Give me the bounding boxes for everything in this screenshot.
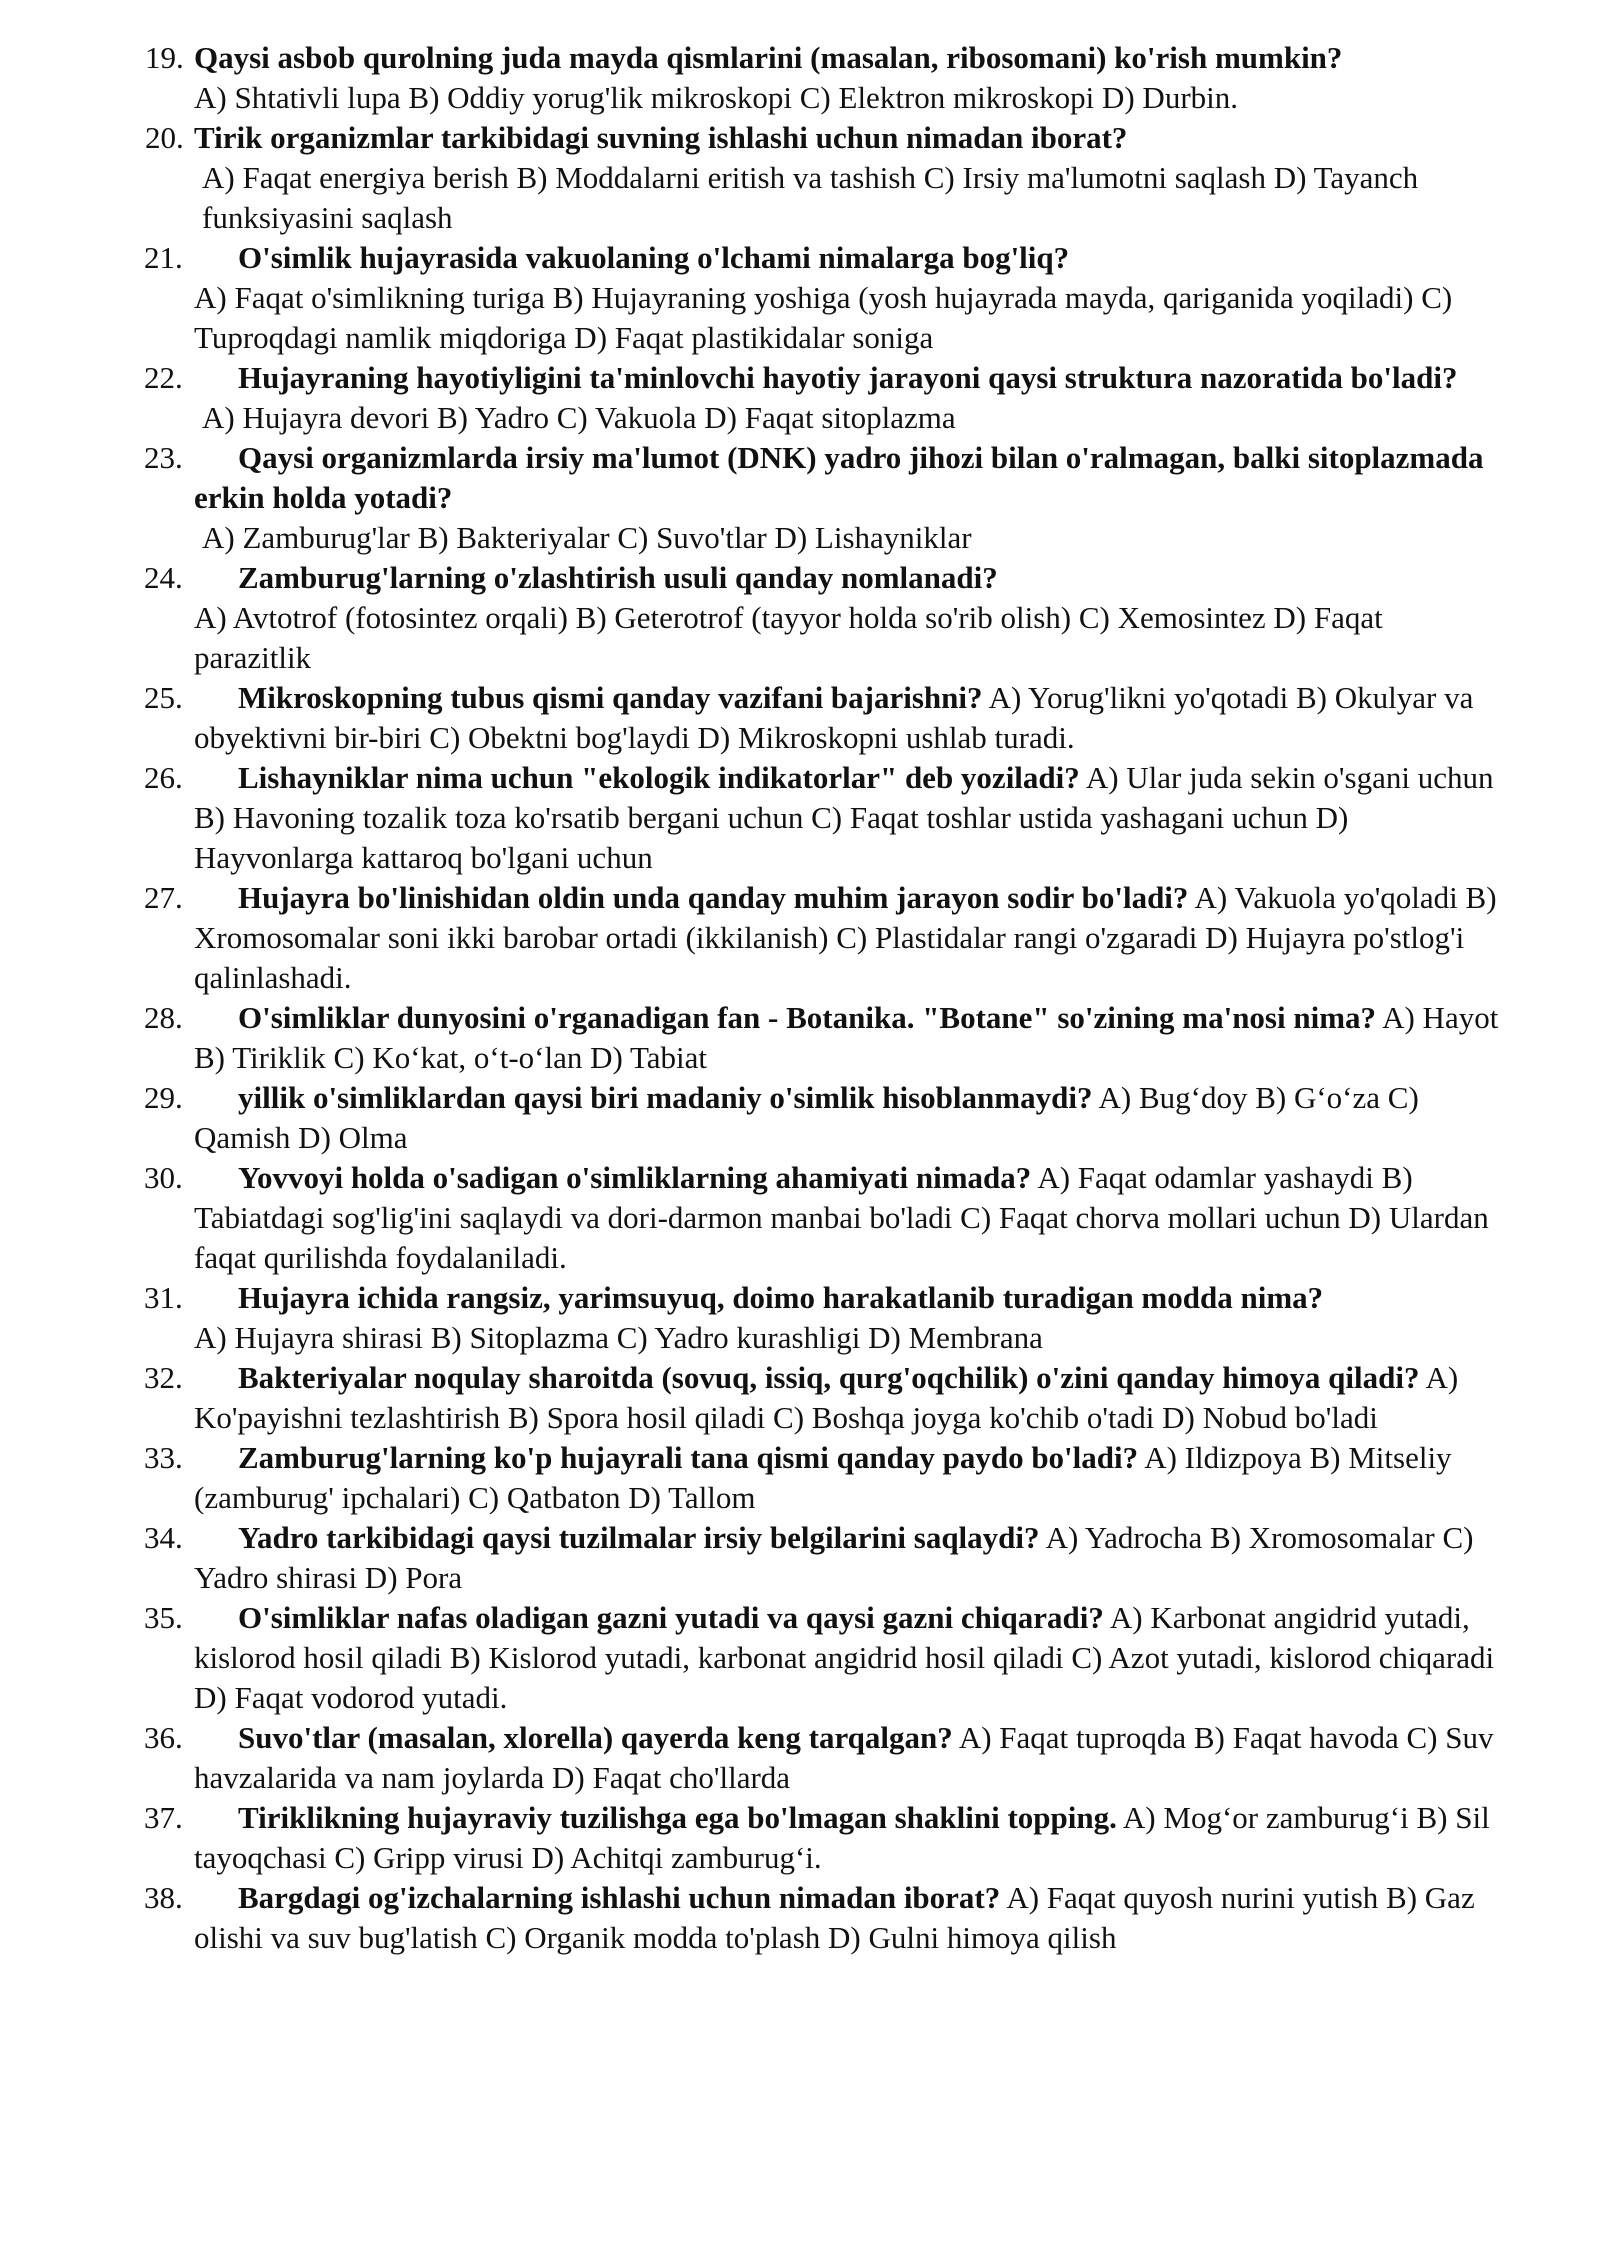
answer-options: A) Hujayra shirasi B) Sitoplazma C) Yadro kurashligi D) Membrana xyxy=(194,1320,1043,1355)
question-34 xyxy=(0,1518,1500,1598)
question-number: 20. xyxy=(145,120,184,155)
question-25 xyxy=(0,678,1500,758)
answer-options: A) Faqat o'simlikning turiga B) Hujayraning yoshiga (yosh hujayrada mayda, qariganida yoqiladi) C) Tuproqdagi namlik miqdoriga D) Faqat plastikidalar soniga xyxy=(194,280,1453,355)
question-27 xyxy=(0,878,1500,998)
question-31 xyxy=(0,1278,1500,1358)
question-text: Yadro tarkibidagi qaysi tuzilmalar irsiy belgilarini saqlaydi? xyxy=(238,1520,1040,1555)
question-text: Suvo'tlar (masalan, xlorella) qayerda keng tarqalgan? xyxy=(238,1720,953,1755)
answer-options: A) Yorug'likni yo'qotadi B) Okulyar va obyektivni bir-biri C) Obektni bog'laydi D) Mikroskopni ushlab turadi. xyxy=(194,680,1474,755)
question-number: 36. xyxy=(144,1720,183,1755)
question-number: 26. xyxy=(144,760,183,795)
answer-options: A) Faqat energiya berish B) Moddalarni eritish va tashish C) Irsiy ma'lumotni saqlash D) Tayanch funksiyasini saqlash xyxy=(202,160,1419,235)
answer-options: A) Ko'payishni tezlashtirish B) Spora hosil qiladi C) Boshqa joyga ko'chib o'tadi D) Nobud bo'ladi xyxy=(194,1360,1459,1435)
question-text: Qaysi organizmlarda irsiy ma'lumot (DNK) yadro jihozi bilan o'ralmagan, balki sitoplazmada erkin holda yotadi? xyxy=(194,440,1484,515)
question-number: 19. xyxy=(145,40,184,75)
question-text: Hujayra bo'linishidan oldin unda qanday muhim jarayon sodir bo'ladi? xyxy=(238,880,1189,915)
question-number: 29. xyxy=(144,1080,183,1115)
question-text: Yovvoyi holda o'sadigan o'simliklarning ahamiyati nimada? xyxy=(238,1160,1032,1195)
answer-options: A) Bug‘doy B) G‘o‘za C) Qamish D) Olma xyxy=(194,1080,1419,1155)
question-number: 30. xyxy=(144,1160,183,1195)
question-number: 38. xyxy=(144,1880,183,1915)
question-22 xyxy=(0,358,1500,438)
question-text: Zamburug'larning ko'p hujayrali tana qismi qanday paydo bo'ladi? xyxy=(238,1440,1139,1475)
question-number: 27. xyxy=(144,880,183,915)
question-38 xyxy=(0,1878,1500,1958)
answer-options: A) Hayot B) Tiriklik C) Ko‘kat, o‘t-o‘lan D) Tabiat xyxy=(194,1000,1499,1075)
question-text: Hujayra ichida rangsiz, yarimsuyuq, doimo harakatlanib turadigan modda nima? xyxy=(238,1280,1324,1315)
question-text: Bargdagi og'izchalarning ishlashi uchun nimadan iborat? xyxy=(238,1880,1001,1915)
question-number: 32. xyxy=(144,1360,183,1395)
question-number: 28. xyxy=(144,1000,183,1035)
question-number: 24. xyxy=(144,560,183,595)
question-number: 31. xyxy=(144,1280,183,1315)
question-text: Qaysi asbob qurolning juda mayda qismlarini (masalan, ribosomani) ko'rish mumkin? xyxy=(194,40,1343,75)
question-number: 33. xyxy=(144,1440,183,1475)
question-21 xyxy=(0,238,1500,358)
answer-options: A) Ular juda sekin o'sgani uchun B) Havoning tozalik toza ko'rsatib bergani uchun C) Faqat toshlar ustida yashagani uchun D) Hayvonlarga kattaroq bo'lgani uchun xyxy=(194,760,1494,875)
question-text: yillik o'simliklardan qaysi biri madaniy o'simlik hisoblanmaydi? xyxy=(238,1080,1093,1115)
answer-options: A) Shtativli lupa B) Oddiy yorug'lik mikroskopi C) Elektron mikroskopi D) Durbin. xyxy=(194,80,1239,115)
question-text: Lishayniklar nima uchun "ekologik indikatorlar" deb yoziladi? xyxy=(238,760,1080,795)
question-text: Bakteriyalar noqulay sharoitda (sovuq, issiq, qurg'oqchilik) o'zini qanday himoya qiladi? xyxy=(238,1360,1420,1395)
answer-options: A) Faqat tuproqda B) Faqat havoda C) Suv havzalarida va nam joylarda D) Faqat cho'llarda xyxy=(194,1720,1494,1795)
question-number: 37. xyxy=(144,1800,183,1835)
question-30 xyxy=(0,1158,1500,1278)
answer-options: A) Hujayra devori B) Yadro C) Vakuola D) Faqat sitoplazma xyxy=(202,400,956,435)
question-20 xyxy=(0,118,1500,238)
question-text: O'simliklar nafas oladigan gazni yutadi va qaysi gazni chiqaradi? xyxy=(238,1600,1104,1635)
question-text: O'simliklar dunyosini o'rganadigan fan - Botanika. "Botane" so'zining ma'nosi nima? xyxy=(238,1000,1377,1035)
question-28 xyxy=(0,998,1500,1078)
question-text: O'simlik hujayrasida vakuolaning o'lchami nimalarga bog'liq? xyxy=(238,240,1070,275)
answer-options: A) Mog‘or zamburug‘i B) Sil tayoqchasi C) Gripp virusi D) Achitqi zamburug‘i. xyxy=(194,1800,1490,1875)
question-32 xyxy=(0,1358,1500,1438)
answer-options: A) Zamburug'lar B) Bakteriyalar C) Suvo'tlar D) Lishayniklar xyxy=(202,520,972,555)
question-29 xyxy=(0,1078,1500,1158)
answer-options: A) Faqat quyosh nurini yutish B) Gaz olishi va suv bug'latish C) Organik modda to'plash D) Gulni himoya qilish xyxy=(194,1880,1475,1955)
question-number: 21. xyxy=(144,240,183,275)
question-text: Tiriklikning hujayraviy tuzilishga ega bo'lmagan shaklini topping. xyxy=(238,1800,1117,1835)
answer-options: A) Karbonat angidrid yutadi, kislorod hosil qiladi B) Kislorod yutadi, karbonat angidrid hosil qiladi C) Azot yutadi, kislorod chiqaradi D) Faqat vodorod yutadi. xyxy=(194,1600,1495,1715)
question-number: 22. xyxy=(144,360,183,395)
answer-options: A) Faqat odamlar yashaydi B) Tabiatdagi sog'lig'ini saqlaydi va dori-darmon manbai bo'ladi C) Faqat chorva mollari uchun D) Ulardan faqat qurilishda foydalaniladi. xyxy=(194,1160,1489,1275)
question-26 xyxy=(0,758,1500,878)
question-33 xyxy=(0,1438,1500,1518)
answer-options: A) Vakuola yo'qoladi B) Xromosomalar soni ikki barobar ortadi (ikkilanish) C) Plastidalar rangi o'zgaradi D) Hujayra po'stlog'i qalinlashadi. xyxy=(194,880,1497,995)
question-24 xyxy=(0,558,1500,678)
question-19 xyxy=(0,38,1500,118)
question-37 xyxy=(0,1798,1500,1878)
question-text: Mikroskopning tubus qismi qanday vazifani bajarishni? xyxy=(238,680,983,715)
question-number: 25. xyxy=(144,680,183,715)
question-36 xyxy=(0,1718,1500,1798)
answer-options: A) Ildizpoya B) Mitseliy (zamburug' ipchalari) C) Qatbaton D) Tallom xyxy=(194,1440,1452,1515)
answer-options: A) Avtotrof (fotosintez orqali) B) Geterotrof (tayyor holda so'rib olish) C) Xemosintez D) Faqat parazitlik xyxy=(194,600,1383,675)
question-23 xyxy=(0,438,1500,558)
question-number: 23. xyxy=(144,440,183,475)
question-text: Hujayraning hayotiyligini ta'minlovchi hayotiy jarayoni qaysi struktura nazoratida bo'ladi? xyxy=(238,360,1458,395)
question-text: Zamburug'larning o'zlashtirish usuli qanday nomlanadi? xyxy=(238,560,998,595)
question-number: 35. xyxy=(144,1600,183,1635)
answer-options: A) Yadrocha B) Xromosomalar C) Yadro shirasi D) Pora xyxy=(194,1520,1474,1595)
question-35 xyxy=(0,1598,1500,1718)
question-number: 34. xyxy=(144,1520,183,1555)
question-text: Tirik organizmlar tarkibidagi suvning ishlashi uchun nimadan iborat? xyxy=(194,120,1128,155)
